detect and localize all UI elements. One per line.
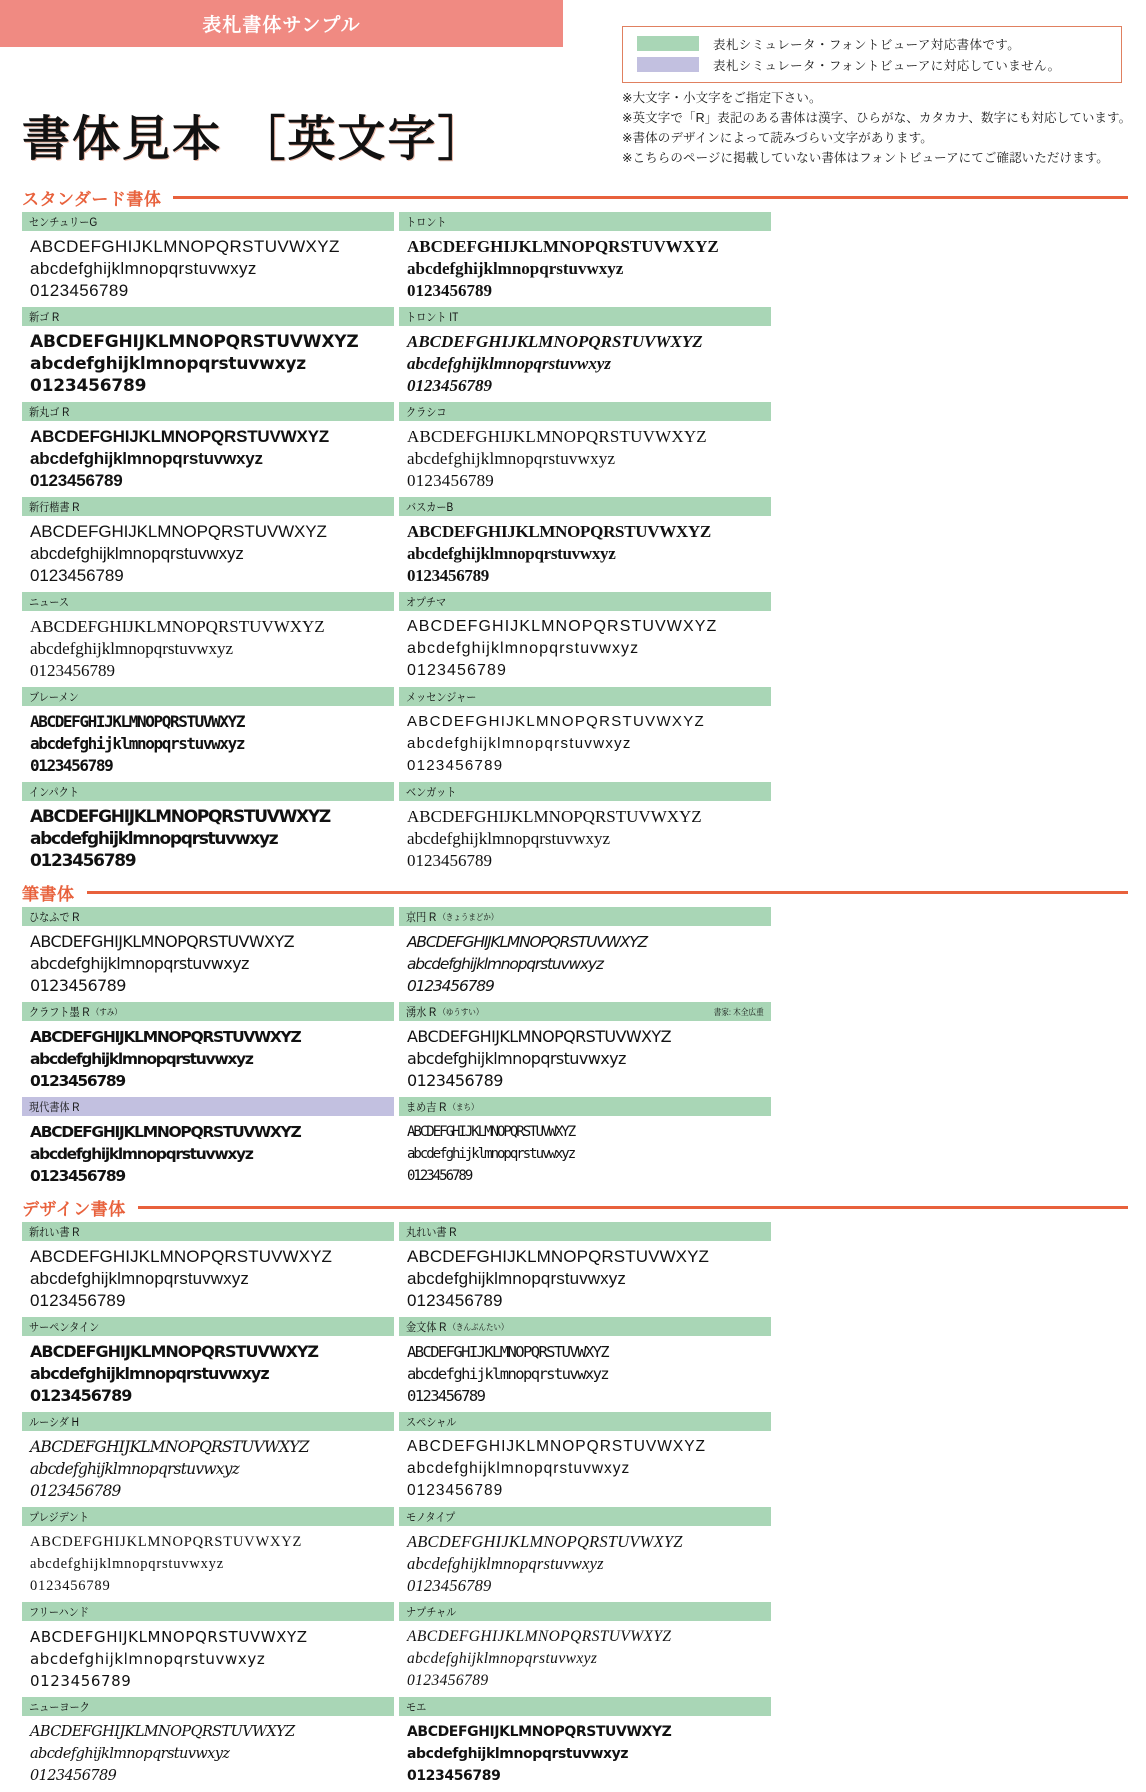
font-sample-text <box>22 1716 394 1792</box>
font-name: ひなふで R <box>29 911 80 924</box>
font-name: モエ <box>406 1701 427 1714</box>
section-2 <box>0 877 1146 1192</box>
font-name-bar <box>399 402 771 421</box>
font-name-bar <box>399 687 771 706</box>
sample-digits: 0123456789 <box>30 1291 126 1310</box>
sample-digits: 0123456789 <box>30 1672 132 1690</box>
section-1 <box>0 182 1146 877</box>
font-name-bar <box>22 307 394 326</box>
font-name: ベンガット <box>406 786 457 799</box>
sample-digits: 0123456789 <box>407 1291 503 1310</box>
font-name: 新行楷書 R <box>29 501 80 514</box>
sample-uppercase: ABCDEFGHIJKLMNOPQRSTUVWXYZ <box>30 1628 308 1646</box>
note-line: ※大文字・小文字をご指定下さい。 <box>622 91 822 105</box>
sample-digits: 0123456789 <box>30 281 129 300</box>
section-divider <box>138 1206 1128 1209</box>
legend-row-supported <box>637 33 1111 54</box>
sample-digits: 0123456789 <box>30 1768 117 1784</box>
sample-lowercase: abcdefghijklmnopqrstuvwxyz <box>407 1146 575 1162</box>
font-name-bar <box>22 782 394 801</box>
sample-uppercase: ABCDEFGHIJKLMNOPQRSTUVWXYZ <box>407 522 711 541</box>
font-sample-text <box>22 1241 394 1317</box>
sample-uppercase: ABCDEFGHIJKLMNOPQRSTUVWXYZ <box>407 1027 671 1046</box>
font-name: ニューヨーク <box>29 1701 90 1714</box>
sample-digits: 0123456789 <box>30 1167 125 1185</box>
section-3 <box>0 1192 1146 1792</box>
font-name: モノタイプ <box>406 1511 456 1524</box>
sample-digits: 0123456789 <box>407 662 507 679</box>
font-name: 湧水 R （ゆうすい） <box>406 1006 484 1019</box>
sample-lowercase: abcdefghijklmnopqrstuvwxyz <box>407 955 603 973</box>
font-name: ルーシダ H <box>29 1416 79 1429</box>
font-name: ニュース <box>29 596 69 609</box>
sample-uppercase: ABCDEFGHIJKLMNOPQRSTUVWXYZ <box>407 237 719 256</box>
font-name: メッセンジャー <box>406 691 477 704</box>
font-name-bar <box>22 1602 394 1621</box>
font-name: プレジデント <box>29 1511 89 1524</box>
sample-digits: 0123456789 <box>30 851 136 871</box>
font-name: サーペンタイン <box>29 1321 100 1334</box>
page-header <box>0 0 1146 182</box>
sample-digits: 0123456789 <box>30 1578 111 1594</box>
sample-digits: 0123456789 <box>407 1672 489 1689</box>
sample-lowercase: abcdefghijklmnopqrstuvwxyz <box>407 829 611 848</box>
sample-lowercase: abcdefghijklmnopqrstuvwxyz <box>407 449 616 468</box>
font-sample-text <box>399 421 771 497</box>
font-name-bar <box>399 592 771 611</box>
font-sample-text <box>22 611 394 687</box>
sample-uppercase: ABCDEFGHIJKLMNOPQRSTUVWXYZ <box>30 522 327 541</box>
font-sample-cell[interactable] <box>22 1412 394 1507</box>
sample-lowercase: abcdefghijklmnopqrstuvwxyz <box>30 259 257 278</box>
sample-lowercase: abcdefghijklmnopqrstuvwxyz <box>407 1365 609 1383</box>
font-sample-cell[interactable] <box>399 1412 771 1507</box>
font-name: 京円 R （きょうまどか） <box>406 911 499 924</box>
sample-digits: 0123456789 <box>407 281 492 300</box>
sample-uppercase: ABCDEFGHIJKLMNOPQRSTUVWXYZ <box>407 618 718 635</box>
font-sample-cell[interactable] <box>22 1097 394 1192</box>
font-sample-cell[interactable] <box>22 1222 394 1317</box>
font-name: フリーハンド <box>29 1606 89 1619</box>
font-name-bar <box>399 1697 771 1716</box>
font-sample-text <box>399 516 771 592</box>
sample-uppercase: ABCDEFGHIJKLMNOPQRSTUVWXYZ <box>407 1343 609 1361</box>
sample-uppercase: ABCDEFGHIJKLMNOPQRSTUVWXYZ <box>407 332 703 351</box>
font-name-bar <box>399 1002 771 1021</box>
font-name-bar <box>22 592 394 611</box>
font-sample-cell[interactable] <box>399 307 771 402</box>
font-sample-text <box>399 1716 771 1792</box>
banner <box>0 0 563 47</box>
sample-uppercase: ABCDEFGHIJKLMNOPQRSTUVWXYZ <box>30 1342 319 1361</box>
sample-digits: 0123456789 <box>407 471 494 490</box>
font-name: 現代書体 R <box>29 1101 80 1114</box>
font-sample-text <box>399 1431 771 1507</box>
sample-digits: 0123456789 <box>30 566 124 585</box>
font-sample-cell[interactable] <box>399 497 771 592</box>
font-sample-cell[interactable] <box>399 1602 771 1697</box>
sample-lowercase: abcdefghijklmnopqrstuvwxyz <box>30 954 249 973</box>
font-name-bar <box>399 497 771 516</box>
sample-lowercase: abcdefghijklmnopqrstuvwxyz <box>407 259 624 278</box>
font-name-bar <box>399 1602 771 1621</box>
font-name-bar <box>399 1317 771 1336</box>
font-sample-text <box>399 1241 771 1317</box>
sample-digits: 0123456789 <box>407 757 504 774</box>
font-sample-cell[interactable] <box>399 1507 771 1602</box>
font-sample-text <box>399 1526 771 1602</box>
font-name: クラシコ <box>406 406 447 419</box>
font-sample-text <box>22 231 394 307</box>
font-grid <box>0 212 1146 877</box>
font-name-reading: （きんぶんたい） <box>446 1321 509 1332</box>
sample-digits: 0123456789 <box>407 1576 492 1595</box>
font-name-bar <box>22 1222 394 1241</box>
font-name-bar <box>22 1697 394 1716</box>
sample-lowercase: abcdefghijklmnopqrstuvwxyz <box>407 1460 631 1477</box>
font-sample-cell[interactable] <box>22 1602 394 1697</box>
section-header <box>0 877 1146 907</box>
font-name-bar <box>22 1002 394 1021</box>
font-sample-text <box>399 1021 771 1097</box>
sample-lowercase: abcdefghijklmnopqrstuvwxyz <box>30 1050 253 1068</box>
sample-digits: 0123456789 <box>407 1168 472 1184</box>
sample-uppercase: ABCDEFGHIJKLMNOPQRSTUVWXYZ <box>30 1028 301 1046</box>
sample-digits: 0123456789 <box>407 977 494 995</box>
font-name-reading: （きょうまどか） <box>436 911 499 922</box>
font-sample-text <box>22 926 394 1002</box>
sample-uppercase: ABCDEFGHIJKLMNOPQRSTUVWXYZ <box>407 933 647 951</box>
font-name-bar <box>22 1317 394 1336</box>
sample-digits: 0123456789 <box>30 1482 121 1500</box>
sample-lowercase: abcdefghijklmnopqrstuvwxyz <box>407 640 640 657</box>
sample-lowercase: abcdefghijklmnopqrstuvwxyz <box>30 354 306 374</box>
font-name-bar <box>399 1097 771 1116</box>
sample-lowercase: abcdefghijklmnopqrstuvwxyz <box>30 544 244 563</box>
sample-digits: 0123456789 <box>407 1387 485 1405</box>
font-sample-text <box>22 801 394 877</box>
font-sample-text <box>22 1431 394 1507</box>
sample-digits: 0123456789 <box>30 661 115 680</box>
font-sample-cell[interactable] <box>399 592 771 687</box>
note-line: ※英文字で「R」表記のある書体は漢字、ひらがな、カタカナ、数字にも対応しています。 <box>622 111 1132 125</box>
font-sample-cell[interactable] <box>22 1507 394 1602</box>
sample-digits: 0123456789 <box>30 376 147 396</box>
font-name-bar <box>22 497 394 516</box>
sample-uppercase: ABCDEFGHIJKLMNOPQRSTUVWXYZ <box>30 807 330 827</box>
font-sample-text <box>399 231 771 307</box>
font-sample-text <box>399 926 771 1002</box>
font-sample-text <box>399 1336 771 1412</box>
sample-uppercase: ABCDEFGHIJKLMNOPQRSTUVWXYZ <box>30 712 245 731</box>
font-sample-cell[interactable] <box>22 592 394 687</box>
sample-lowercase: abcdefghijklmnopqrstuvwxyz <box>407 1049 626 1068</box>
font-name: トロント IT <box>406 311 459 324</box>
font-sample-text <box>399 1116 771 1192</box>
font-sample-cell[interactable] <box>399 212 771 307</box>
section-header <box>0 1192 1146 1222</box>
sample-lowercase: abcdefghijklmnopqrstuvwxyz <box>30 1556 224 1572</box>
sample-uppercase: ABCDEFGHIJKLMNOPQRSTUVWXYZ <box>30 427 329 446</box>
sample-uppercase: ABCDEFGHIJKLMNOPQRSTUVWXYZ <box>407 807 702 826</box>
sample-uppercase: ABCDEFGHIJKLMNOPQRSTUVWXYZ <box>407 1124 575 1140</box>
font-name: トロント <box>406 216 447 229</box>
font-sample-text <box>399 326 771 402</box>
legend-row-unsupported <box>637 54 1111 75</box>
section-title: スタンダード書体 <box>22 189 162 209</box>
sample-uppercase: ABCDEFGHIJKLMNOPQRSTUVWXYZ <box>30 617 325 636</box>
font-sample-text <box>22 706 394 782</box>
font-sample-cell[interactable] <box>22 782 394 877</box>
font-name: 新丸ゴ R <box>29 406 70 419</box>
font-name-bar <box>399 907 771 926</box>
font-calligrapher-note: 書家: 木全広重 <box>713 1006 764 1017</box>
sample-lowercase: abcdefghijklmnopqrstuvwxyz <box>30 1364 269 1383</box>
sample-lowercase: abcdefghijklmnopqrstuvwxyz <box>407 735 632 752</box>
sample-uppercase: ABCDEFGHIJKLMNOPQRSTUVWXYZ <box>30 237 340 256</box>
font-name: インパクト <box>29 786 79 799</box>
sample-uppercase: ABCDEFGHIJKLMNOPQRSTUVWXYZ <box>407 1628 672 1645</box>
font-sample-cell[interactable] <box>22 307 394 402</box>
section-divider <box>87 891 1129 894</box>
legend-label-unsupported: 表札シミュレータ・フォントビューアに対応していません。 <box>713 58 1061 73</box>
font-name-bar <box>22 907 394 926</box>
font-sample-cell[interactable] <box>22 687 394 782</box>
font-sample-text <box>22 1526 394 1602</box>
font-name: バスカーB <box>406 501 454 514</box>
font-name: まめ吉 R （まち） <box>406 1101 479 1114</box>
font-name-reading: （ゆうすい） <box>436 1006 484 1017</box>
font-sample-text <box>399 611 771 687</box>
font-sample-text <box>22 1116 394 1192</box>
font-sample-cell[interactable] <box>399 1317 771 1412</box>
font-name-bar <box>22 402 394 421</box>
sample-lowercase: abcdefghijklmnopqrstuvwxyz <box>407 1650 598 1667</box>
font-sample-cell[interactable] <box>22 497 394 592</box>
sample-lowercase: abcdefghijklmnopqrstuvwxyz <box>407 1554 604 1573</box>
sample-digits: 0123456789 <box>407 1482 504 1499</box>
sample-digits: 0123456789 <box>30 471 123 490</box>
font-sample-cell[interactable] <box>22 907 394 1002</box>
sample-digits: 0123456789 <box>407 851 492 870</box>
font-sample-cell[interactable] <box>22 1697 394 1792</box>
font-name: スペシャル <box>406 1416 457 1429</box>
sample-lowercase: abcdefghijklmnopqrstuvwxyz <box>30 639 234 658</box>
font-sample-text <box>22 1621 394 1697</box>
sample-digits: 0123456789 <box>407 566 490 585</box>
sample-uppercase: ABCDEFGHIJKLMNOPQRSTUVWXYZ <box>407 1532 683 1551</box>
font-sample-cell[interactable] <box>22 1317 394 1412</box>
note-line: ※こちらのページに掲載していない書体はフォントビューアにてご確認いただけます。 <box>622 151 1109 165</box>
legend-swatch-supported <box>637 36 699 51</box>
font-sample-cell[interactable] <box>22 402 394 497</box>
sample-uppercase: ABCDEFGHIJKLMNOPQRSTUVWXYZ <box>407 713 705 730</box>
sample-lowercase: abcdefghijklmnopqrstuvwxyz <box>30 1269 249 1288</box>
sample-uppercase: ABCDEFGHIJKLMNOPQRSTUVWXYZ <box>407 427 707 446</box>
font-sample-cell[interactable] <box>399 1222 771 1317</box>
font-sample-text <box>22 1336 394 1412</box>
sample-digits: 0123456789 <box>30 1072 125 1090</box>
sample-uppercase: ABCDEFGHIJKLMNOPQRSTUVWXYZ <box>30 1534 303 1550</box>
font-name-bar <box>399 1222 771 1241</box>
notes-list <box>622 88 1142 168</box>
sample-uppercase: ABCDEFGHIJKLMNOPQRSTUVWXYZ <box>30 1123 301 1141</box>
font-sample-cell[interactable] <box>399 402 771 497</box>
sample-digits: 0123456789 <box>30 976 126 995</box>
font-sample-text <box>22 326 394 402</box>
sample-digits: 0123456789 <box>30 1386 132 1405</box>
sample-uppercase: ABCDEFGHIJKLMNOPQRSTUVWXYZ <box>30 1438 309 1456</box>
font-sample-text <box>399 706 771 782</box>
font-sample-text <box>399 1621 771 1697</box>
sample-uppercase: ABCDEFGHIJKLMNOPQRSTUVWXYZ <box>407 1724 672 1740</box>
font-sample-text <box>399 801 771 877</box>
font-name: 金文体 R （きんぶんたい） <box>406 1321 509 1334</box>
font-name-bar <box>399 307 771 326</box>
font-sample-cell[interactable] <box>22 212 394 307</box>
section-header <box>0 182 1146 212</box>
sample-lowercase: abcdefghijklmnopqrstuvwxyz <box>407 354 612 373</box>
note-line: ※書体のデザインによって読みづらい文字があります。 <box>622 131 933 145</box>
sample-uppercase: ABCDEFGHIJKLMNOPQRSTUVWXYZ <box>30 1247 333 1266</box>
font-name-bar <box>399 1412 771 1431</box>
section-title: 筆書体 <box>22 884 75 904</box>
font-name-bar <box>22 1507 394 1526</box>
font-name-bar <box>22 1412 394 1431</box>
sample-lowercase: abcdefghijklmnopqrstuvwxyz <box>30 1145 253 1163</box>
sample-uppercase: ABCDEFGHIJKLMNOPQRSTUVWXYZ <box>407 1438 706 1455</box>
font-name-reading: （すみ） <box>89 1006 122 1017</box>
sample-lowercase: abcdefghijklmnopqrstuvwxyz <box>30 829 278 849</box>
font-name: 丸れい書 R <box>406 1226 457 1239</box>
page-title: 書体見本 ［英文字］ <box>22 113 488 167</box>
font-name: ブレーメン <box>29 691 79 704</box>
font-sample-cell[interactable] <box>399 1097 771 1192</box>
font-name: センチュリーG <box>29 216 98 229</box>
font-sample-cell[interactable] <box>399 782 771 877</box>
font-sample-text <box>22 421 394 497</box>
font-name-bar <box>399 782 771 801</box>
font-sample-cell[interactable] <box>399 1002 771 1097</box>
sample-lowercase: abcdefghijklmnopqrstuvwxyz <box>407 544 616 563</box>
sections-root <box>0 182 1146 1792</box>
sample-uppercase: ABCDEFGHIJKLMNOPQRSTUVWXYZ <box>30 332 359 352</box>
sample-lowercase: abcdefghijklmnopqrstuvwxyz <box>30 734 245 753</box>
font-name-bar <box>399 1507 771 1526</box>
sample-uppercase: ABCDEFGHIJKLMNOPQRSTUVWXYZ <box>30 932 294 951</box>
font-name: 新ゴ R <box>29 311 60 324</box>
font-name: オプチマ <box>406 596 447 609</box>
banner-title: 表札書体サンプル <box>202 15 361 36</box>
sample-lowercase: abcdefghijklmnopqrstuvwxyz <box>30 1650 266 1668</box>
font-sample-cell[interactable] <box>399 687 771 782</box>
sample-lowercase: abcdefghijklmnopqrstuvwxyz <box>30 1460 240 1478</box>
font-grid <box>0 1222 1146 1792</box>
sample-lowercase: abcdefghijklmnopqrstuvwxyz <box>407 1269 626 1288</box>
sample-lowercase: abcdefghijklmnopqrstuvwxyz <box>407 1746 629 1762</box>
font-sample-cell[interactable] <box>399 1697 771 1792</box>
font-grid <box>0 907 1146 1192</box>
legend-swatch-unsupported <box>637 57 699 72</box>
legend-label-supported: 表札シミュレータ・フォントビューア対応書体です。 <box>713 37 1021 52</box>
sample-uppercase: ABCDEFGHIJKLMNOPQRSTUVWXYZ <box>407 1247 710 1266</box>
font-name-bar <box>22 212 394 231</box>
font-name-bar <box>22 1097 394 1116</box>
sample-lowercase: abcdefghijklmnopqrstuvwxyz <box>30 449 263 468</box>
font-name: ナプチャル <box>406 1606 457 1619</box>
section-title: デザイン書体 <box>22 1199 126 1219</box>
legend <box>622 26 1122 83</box>
sample-uppercase: ABCDEFGHIJKLMNOPQRSTUVWXYZ <box>30 1724 295 1740</box>
font-sample-text <box>22 516 394 592</box>
sample-lowercase: abcdefghijklmnopqrstuvwxyz <box>30 1746 230 1762</box>
sample-digits: 0123456789 <box>30 756 113 775</box>
font-sample-text <box>22 1021 394 1097</box>
font-name-bar <box>22 687 394 706</box>
font-name: クラフト墨 R （すみ） <box>29 1006 122 1019</box>
sample-digits: 0123456789 <box>407 376 492 395</box>
font-sample-cell[interactable] <box>22 1002 394 1097</box>
font-name: 新れい書 R <box>29 1226 80 1239</box>
font-sample-cell[interactable] <box>399 907 771 1002</box>
sample-digits: 0123456789 <box>407 1071 503 1090</box>
font-name-reading: （まち） <box>446 1101 479 1112</box>
sample-digits: 0123456789 <box>407 1768 501 1784</box>
font-name-bar <box>399 212 771 231</box>
section-divider <box>173 196 1128 199</box>
